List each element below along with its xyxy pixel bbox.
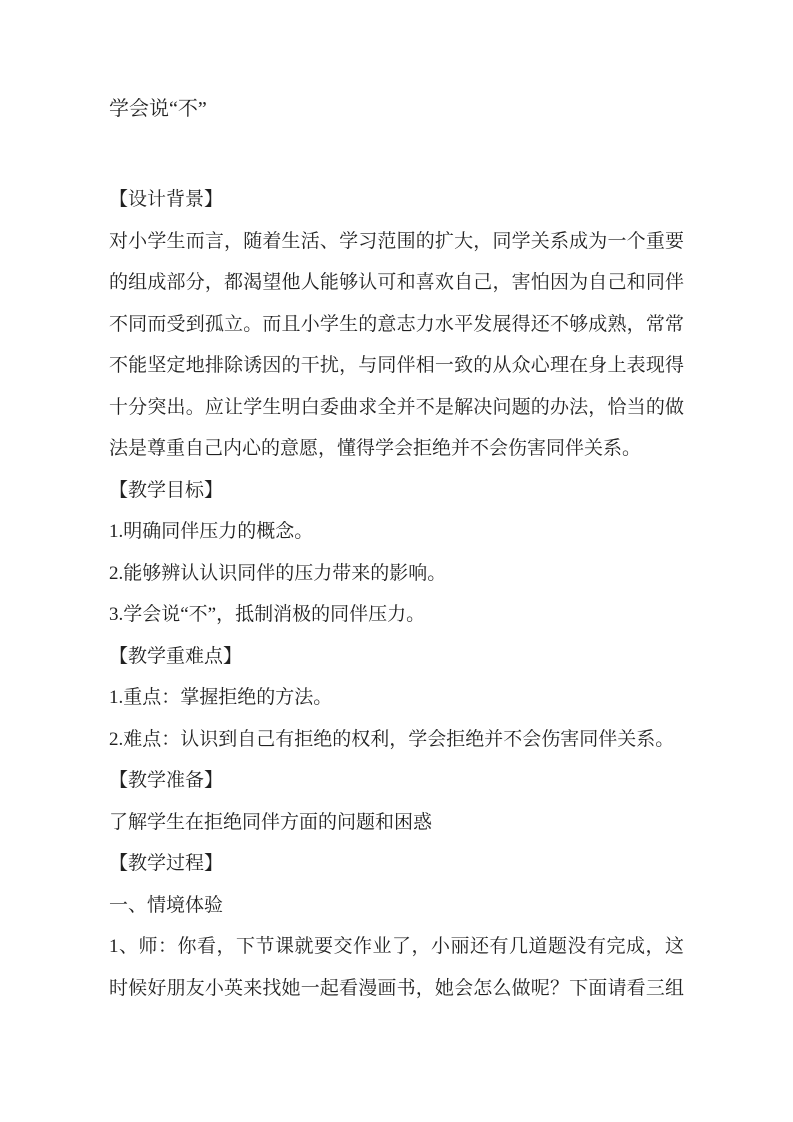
document-title: 学会说“不” (109, 98, 207, 120)
subsection-heading-situation-experience: 一、情境体验 (109, 894, 224, 916)
title-gap (109, 130, 684, 179)
paragraph-line: 了解学生在拒绝同伴方面的问题和困惑 (109, 811, 433, 833)
section-heading-preparation: 【教学准备】 (109, 770, 224, 791)
paragraph-line: 的组成部分，都渴望他人能够认可和喜欢自己，害怕因为自己和同伴 (109, 272, 684, 293)
paragraph-line: 法是尊重自己内心的意愿，懂得学会拒绝并不会伤害同伴关系。 (109, 438, 642, 459)
document-body (109, 179, 684, 1009)
section-heading-key-difficulties: 【教学重难点】 (109, 645, 243, 667)
list-item-line: 2.能够辨认认识同伴的压力带来的影响。 (109, 562, 447, 584)
section-heading-teaching-process: 【教学过程】 (109, 853, 224, 874)
paragraph-line: 十分突出。应让学生明白委曲求全并不是解决问题的办法，恰当的做 (109, 396, 684, 418)
paragraph-line: 不同而受到孤立。而且小学生的意志力水平发展得还不够成熟，常常 (109, 313, 684, 335)
list-item-line: 1.明确同伴压力的概念。 (109, 521, 314, 542)
paragraph-line: 1、师：你看，下节课就要交作业了，小丽还有几道题没有完成，这 (109, 936, 684, 957)
list-item-line: 3.学会说“不”，抵制消极的同伴压力。 (109, 604, 426, 625)
paragraph-line: 对小学生而言，随着生活、学习范围的扩大，同学关系成为一个重要 (109, 230, 684, 252)
paragraph-line: 不能坚定地排除诱因的干扰，与同伴相一致的从众心理在身上表现得 (109, 355, 684, 376)
paragraph-line: 时候好朋友小英来找她一起看漫画书，她会怎么做呢？下面请看三组 (109, 977, 684, 999)
list-item-line: 2.难点：认识到自己有拒绝的权利，学会拒绝并不会伤害同伴关系。 (109, 728, 675, 750)
list-item-line: 1.重点：掌握拒绝的方法。 (109, 687, 333, 708)
section-heading-design-background: 【设计背景】 (109, 189, 224, 210)
section-heading-teaching-goals: 【教学目标】 (109, 479, 224, 501)
